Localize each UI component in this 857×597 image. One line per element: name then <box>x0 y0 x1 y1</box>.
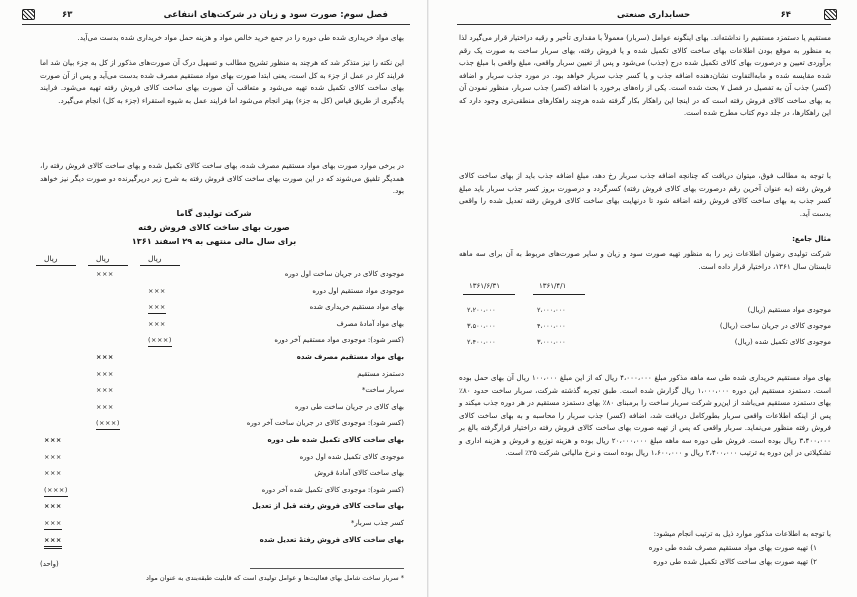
table-header-rule-1 <box>533 294 585 295</box>
header-title: فصل سوم: صورت سود و زیان در شرکت‌های انتفاعی <box>163 10 388 20</box>
table-row-label: موجودی کالای در جریان ساخت (ریال) <box>719 322 831 330</box>
table-cell-value-2: ۲،۲۰۰،۰۰۰ <box>467 306 496 314</box>
statement-row-amount: ××× <box>148 286 166 295</box>
statement-row-amount: ××× <box>148 301 166 314</box>
statement-company: شرکت تولیدی گاما <box>176 208 252 218</box>
statement-row-label: بهای مواد آمادهٔ مصرف <box>336 319 404 328</box>
paragraph-2: با توجه به مطالب فوق، میتوان دریافت که چنانچه اضافه جذب سربار رخ دهد، مبلغ اضافه جذب باید از بهای ساخت کالای فروش رفته (به عنوان آخرین رقم درصورت بهای کالای فروش رفته) کسرگردد و درصورت بروز کسر جذب سربار باید مبلغ کسر جذب به بهای ساخت کالای فروش رفته اضافه شود تا درنهایت بهای ساخت کالای فروش رفته تعدیل شده را واقعی بدست آید. <box>459 171 831 218</box>
statement-row-label: بهای ساخت کالای فروش رفته قبل از تعدیل <box>252 502 404 511</box>
requirement-1: ۱) تهیه صورت بهای مواد مستقیم مصرف شده طی دوره <box>648 543 817 552</box>
statement-row-amount: (×××) <box>44 484 68 497</box>
header-rule <box>457 24 831 25</box>
statement-row <box>36 301 404 313</box>
statement-row <box>36 434 404 446</box>
table-cell-value-1: ۴،۰۰۰،۰۰۰ <box>537 322 566 330</box>
statement-row-amount: ××× <box>96 353 114 361</box>
column-rule-3 <box>36 265 76 266</box>
statement-row-label: موجودی کالای تکمیل شده اول دوره <box>299 452 404 461</box>
table-row <box>459 336 831 348</box>
statement-row-label: بهای ساخت کالای تکمیل شده طی دوره <box>267 436 404 444</box>
statement-row <box>36 268 404 280</box>
statement-row <box>36 417 404 429</box>
table-cell-value-2: ۳،۵۰۰،۰۰۰ <box>467 322 496 330</box>
statement-row-amount: ××× <box>44 436 62 444</box>
statement-row-label: بهای ساخت کالای فروش رفتهٔ تعدیل شده <box>259 535 404 544</box>
statement-row-label: (کسر شود): موجودی کالای تکمیل شده آخر دوره <box>261 485 404 494</box>
statement-row <box>36 318 404 330</box>
statement-row-label: موجودی مواد مستقیم اول دوره <box>312 286 404 295</box>
table-cell-value-1: ۲،۰۰۰،۰۰۰ <box>537 306 566 314</box>
table-cell-value-1: ۳،۰۰۰،۰۰۰ <box>537 338 566 346</box>
requirements-intro: با توجه به اطلاعات مذکور موارد ذیل به ترتیب انجام میشود: <box>653 529 831 538</box>
table-row-label: موجودی کالای تکمیل شده (ریال) <box>734 338 831 346</box>
statement-period: برای سال مالی منتهی به ۲۹ اسفند ۱۳۶۱ <box>131 236 297 246</box>
paragraph-3: بهای مواد مستقیم خریداری شده طی سه ماهه مذکور مبلغ ۴،۰۰۰،۰۰۰ ریال که از این مبلغ ۱۰۰،۰۰۰ ریال آن بهای حمل بوده است. دستمزد مستقیم این دوره ۱،۰۰۰،۰۰۰ ریال گزارش شده است. طبق تجربه گذشته شرکت، سربار ساخت حدود ۸۰٪ بهای دستمزد مستقیم می‌باشد از این‌رو شرکت سربار ساخت را برمبنای ۸۰٪ بهای دستمزد مستقیم در هر دوره جذب میکند و پس از اینکه اطلاعات واقعی سربار بطورکامل دریافت شد، اضافه (کسر) جذب سربار را محاسبه و به بهای ساخت کالای فروش رفته منظور می‌نماید. سربار واقعی که پس از تهیه صورت بهای ساخت کالای فروش رفته دراختیار قرارگرفته بالغ بر ۳،۴۰۰،۰۰۰ ریال بوده است. فروش طی دوره سه ماهه مبلغ ۲۰،۰۰۰،۰۰۰ ریال بوده و هزینه توزیع و فروش و هزینه اداری و تشکیلاتی در این دوره به ترتیب ۲،۴۰۰،۰۰۰ ریال و ۱،۶۰۰،۰۰۰ ریال بوده است و نرخ مالیاتی شرکت ۲۵٪ است. <box>459 373 831 457</box>
statement-row <box>36 534 404 546</box>
statement-row <box>36 451 404 463</box>
statement-row <box>36 500 404 512</box>
statement-row-label: بهای کالای در جریان ساخت طی دوره <box>294 402 404 411</box>
table-cell-value-2: ۲،۴۰۰،۰۰۰ <box>467 338 496 346</box>
statement-row-amount: ××× <box>96 270 114 278</box>
example-text: شرکت تولیدی رضوان اطلاعات زیر را به منظور تهیه صورت سود و زیان و سایر صورت‌های مربوط به آن برای سه ماهه تابستان سال ۱۳۶۱، دراختیار قرار داده است. <box>459 249 831 271</box>
table-row-label: موجودی مواد مستقیم (ریال) <box>747 306 831 314</box>
note-label: (واحد) <box>40 560 59 568</box>
table-row <box>459 304 831 316</box>
header-rule <box>22 24 410 25</box>
right-page <box>429 0 857 597</box>
statement-row-amount: ××× <box>44 452 62 461</box>
statement-row-amount: ××× <box>96 369 114 378</box>
statement-row-label: بهای مواد مستقیم مصرف شده <box>296 353 404 361</box>
paragraph-1: مستقیم یا دستمزد مستقیم را نداشته‌اند. بهای اینگونه عوامل (سربار) معمولاً با مقداری تأخیر و رقبه دراختیار قرار می‌گیرد لذا به منظور به موقع بودن اطلاعات بهای ساخت کالای تکمیل شده و یا فروش رفته، بهای سربار ساخت به صورت یک رقم برآوردی تعیین و درصورت بهای کالای تکمیل شده درج (جذب) می‌شود و پس از تعیین سربار واقعی، مبلغ واقعی با مبلغ جذب شده مقایسه شده و مابه‌التفاوت نشان‌دهنده اضافه جذب و یا کسر جذب سربار خواهد بود. در مورد جذب سربار و اضافه (کسر) جذب آن به تفصیل در فصل ۷ بحث شده است. یکی از راه‌های برخورد با اضافه (کسر) جذب سربار، منظور نمودن آن به بهای ساخت کالای فروش رفته است که در اینجا این راهکار بکار گرفته شده هرچند راهکارهای منطقی‌تری وجود دارد که این راهکارها، در جلد دوم کتاب مطرح شده است. <box>459 33 831 117</box>
table-header-date-1: ۱۳۶۱/۴/۱ <box>539 282 567 290</box>
paragraph-2: در برخی موارد صورت بهای مواد مستقیم مصرف شده، بهای ساخت کالای تکمیل شده و بهای ساخت کالای فروش رفته را، همدیگر تلفیق می‌شوند که در این صورت بهای ساخت کالای فروش رفته به شرح زیر درپرگیرنده دو صورت دیگر نیز خواهد بود. <box>40 161 404 195</box>
column-rule-2 <box>88 265 128 266</box>
statement-row-label: بهای مواد مستقیم خریداری شده <box>309 303 404 312</box>
statement-row <box>36 368 404 380</box>
footnote-rule <box>250 568 404 569</box>
statement-row-label: دستمزد مستقیم <box>357 369 404 378</box>
statement-row <box>36 334 404 346</box>
statement-title: صورت بهای ساخت کالای فروش رفته <box>138 222 290 232</box>
page-number: ۶۳ <box>62 10 73 20</box>
table-header-rule-2 <box>463 294 515 295</box>
statement-row-amount: ××× <box>44 517 62 530</box>
statement-row <box>36 384 404 396</box>
intro-paragraph: بهای مواد خریداری شده طی دوره را در جمع خرید خالص مواد و هزینه حمل مواد خریداری شده بدست می‌آید. <box>77 33 404 42</box>
left-page <box>0 0 428 597</box>
statement-row <box>36 351 404 363</box>
statement-row-amount: (×××) <box>148 334 172 347</box>
paragraph-1: این نکته را نیز متذکر شد که هرچند به منظور تشریح مطالب و تسهیل درک آن صورت‌های مذکور از کل به جزء بیان شد اما فرایند کار در عمل از جزء به کل است، یعنی ابتدا صورت بهای مواد مستقیم مصرف شده بدست می‌آید و پس از آن صورت بهای ساخت کالای تکمیل شده تهیه می‌شود و متعاقب آن صورت بهای ساخت کالای فروش رفته تهیه می‌شود. فرایند یادگیری از طریق قیاس (کل به جزء) بهتر انجام می‌شود اما فرایند عمل به شیوه استقراء (جزء به کل) انجام می‌گیرد. <box>40 58 404 105</box>
statement-row <box>36 517 404 529</box>
statement-row-label: (کسر شود): موجودی مواد مستقیم آخر دوره <box>274 336 404 345</box>
statement-row <box>36 285 404 297</box>
statement-row <box>36 401 404 413</box>
statement-row-label: موجودی کالای در جریان ساخت اول دوره <box>284 270 404 278</box>
statement-row-amount: (×××) <box>96 417 120 430</box>
example-title: مثال جامع: <box>792 234 831 243</box>
statement-row-amount: ××× <box>148 319 166 328</box>
statement-row-label: کسر جذب سربار* <box>350 519 404 527</box>
column-header-2: ریال <box>96 254 110 263</box>
statement-row-amount: ××× <box>96 386 114 395</box>
statement-row-label: بهای ساخت کالای آمادهٔ فروش <box>314 469 404 478</box>
statement-row <box>36 467 404 479</box>
page-number: ۶۴ <box>780 10 791 20</box>
statement-row-label: سربار ساخت* <box>361 386 404 395</box>
statement-row <box>36 484 404 496</box>
table-row <box>459 320 831 332</box>
requirement-2: ۲) تهیه صورت بهای ساخت کالای تکمیل شده طی دوره <box>653 557 817 566</box>
footnote: * سربار ساخت شامل بهای فعالیت‌ها و عوامل تولیدی است که قابلیت طبقه‌بندی به عنوان مواد <box>146 574 404 582</box>
statement-row-amount: ××× <box>44 502 62 511</box>
statement-row-amount: ××× <box>96 402 114 411</box>
column-rule-1 <box>140 265 180 266</box>
statement-row-label: (کسر شود): موجودی کالای در جریان ساخت آخر دوره <box>246 419 404 428</box>
table-header-date-2: ۱۳۶۱/۶/۳۱ <box>469 282 501 290</box>
column-header-3: ریال <box>44 254 58 263</box>
statement-row-amount: ××× <box>44 534 62 549</box>
statement-row-amount: ××× <box>44 469 62 478</box>
header-title: حسابداری صنعتی <box>617 10 691 20</box>
column-header-1: ریال <box>148 254 162 263</box>
